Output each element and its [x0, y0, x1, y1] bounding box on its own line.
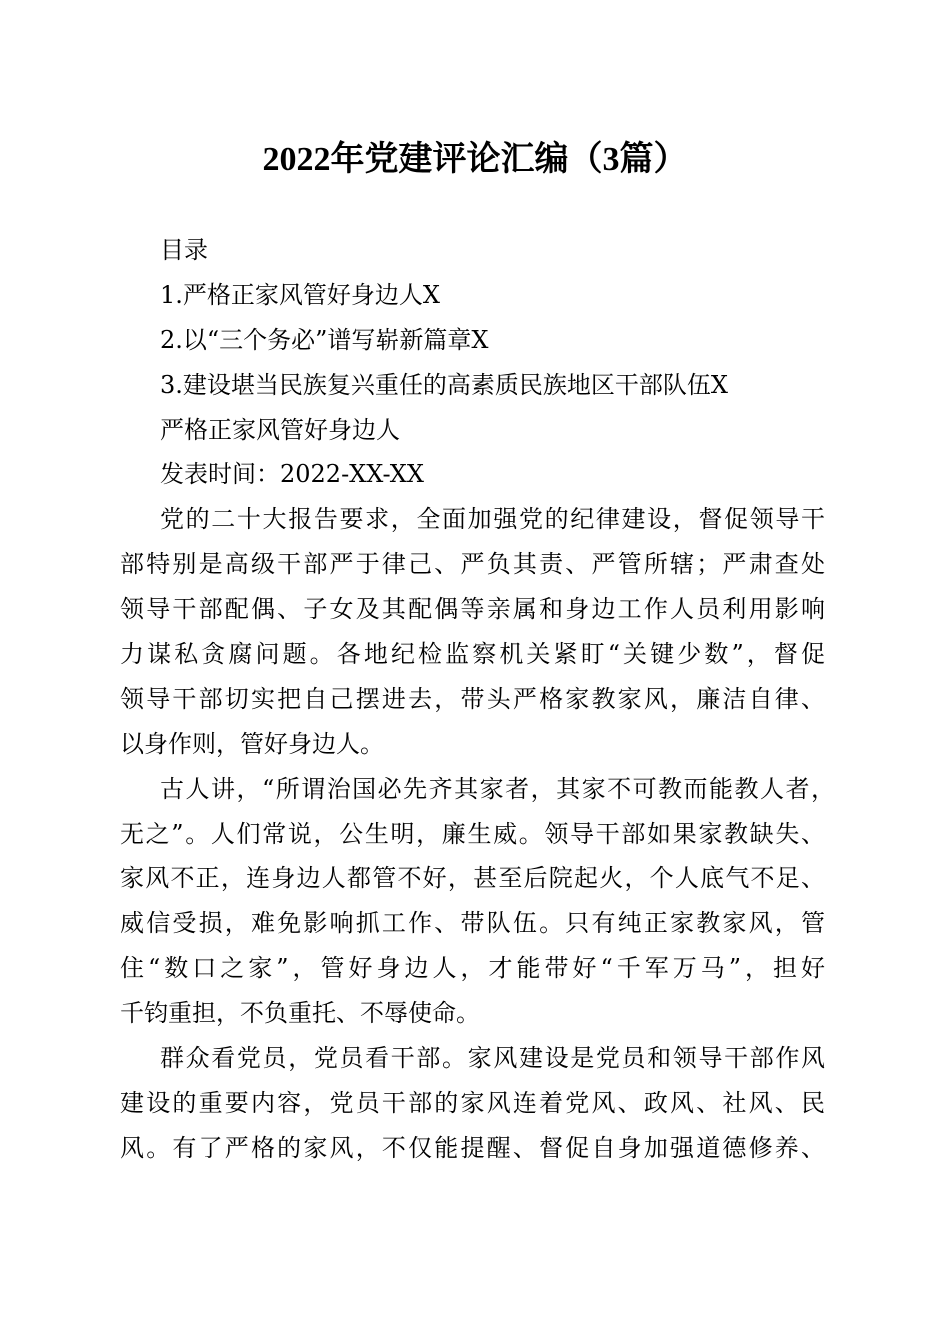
paragraph-line: 住“数口之家”，管好身边人，才能带好“千军万马”，担好 [120, 954, 825, 983]
document-body [120, 228, 835, 1171]
paragraph-line: 风。有了严格的家风，不仅能提醒、督促自身加强道德修养、 [120, 1133, 825, 1162]
paragraph-line: 部特别是高级干部严于律己、严负其责、严管所辖；严肃查处 [120, 550, 825, 579]
paragraph-line: 领导干部配偶、子女及其配偶等亲属和身边工作人员利用影响 [120, 595, 825, 624]
paragraph-line: 以身作则，管好身边人。 [120, 729, 384, 758]
toc-item: 3.建设堪当民族复兴重任的高素质民族地区干部队伍X [160, 370, 728, 399]
paragraph-line: 家风不正，连身边人都管不好，甚至后院起火，个人底气不足、 [120, 864, 825, 893]
paragraph-line: 力谋私贪腐问题。各地纪检监察机关紧盯“关键少数”，督促 [120, 640, 825, 669]
toc-item: 1.严格正家风管好身边人X [160, 280, 440, 309]
paragraph [120, 1036, 835, 1171]
paragraph-line: 无之”。人们常说，公生明，廉生威。领导干部如果家教缺失、 [120, 819, 825, 848]
paragraph-line: 党的二十大报告要求，全面加强党的纪律建设，督促领导干 [160, 505, 825, 534]
publish-time: 发表时间：2022-XX-XX [160, 460, 424, 489]
paragraph-line: 威信受损，难免影响抓工作、带队伍。只有纯正家教家风，管 [120, 909, 825, 938]
paragraph-line: 千钧重担，不负重托、不辱使命。 [120, 999, 480, 1028]
article-title: 严格正家风管好身边人 [160, 415, 400, 444]
document-title: 2022年党建评论汇编（3篇） [262, 141, 688, 178]
paragraph [120, 767, 835, 1036]
paragraph-line: 建设的重要内容，党员干部的家风连着党风、政风、社风、民 [120, 1088, 825, 1117]
toc-item: 2.以“三个务必”谱写崭新篇章X [160, 325, 489, 354]
paragraph-line: 古人讲，“所谓治国必先齐其家者，其家不可教而能教人者， [160, 774, 835, 803]
toc-heading: 目录 [160, 236, 208, 264]
paragraph-line: 群众看党员，党员看干部。家风建设是党员和领导干部作风 [160, 1044, 825, 1073]
paragraph [120, 497, 835, 766]
paragraph-line: 领导干部切实把自己摆进去，带头严格家教家风，廉洁自律、 [120, 684, 825, 713]
